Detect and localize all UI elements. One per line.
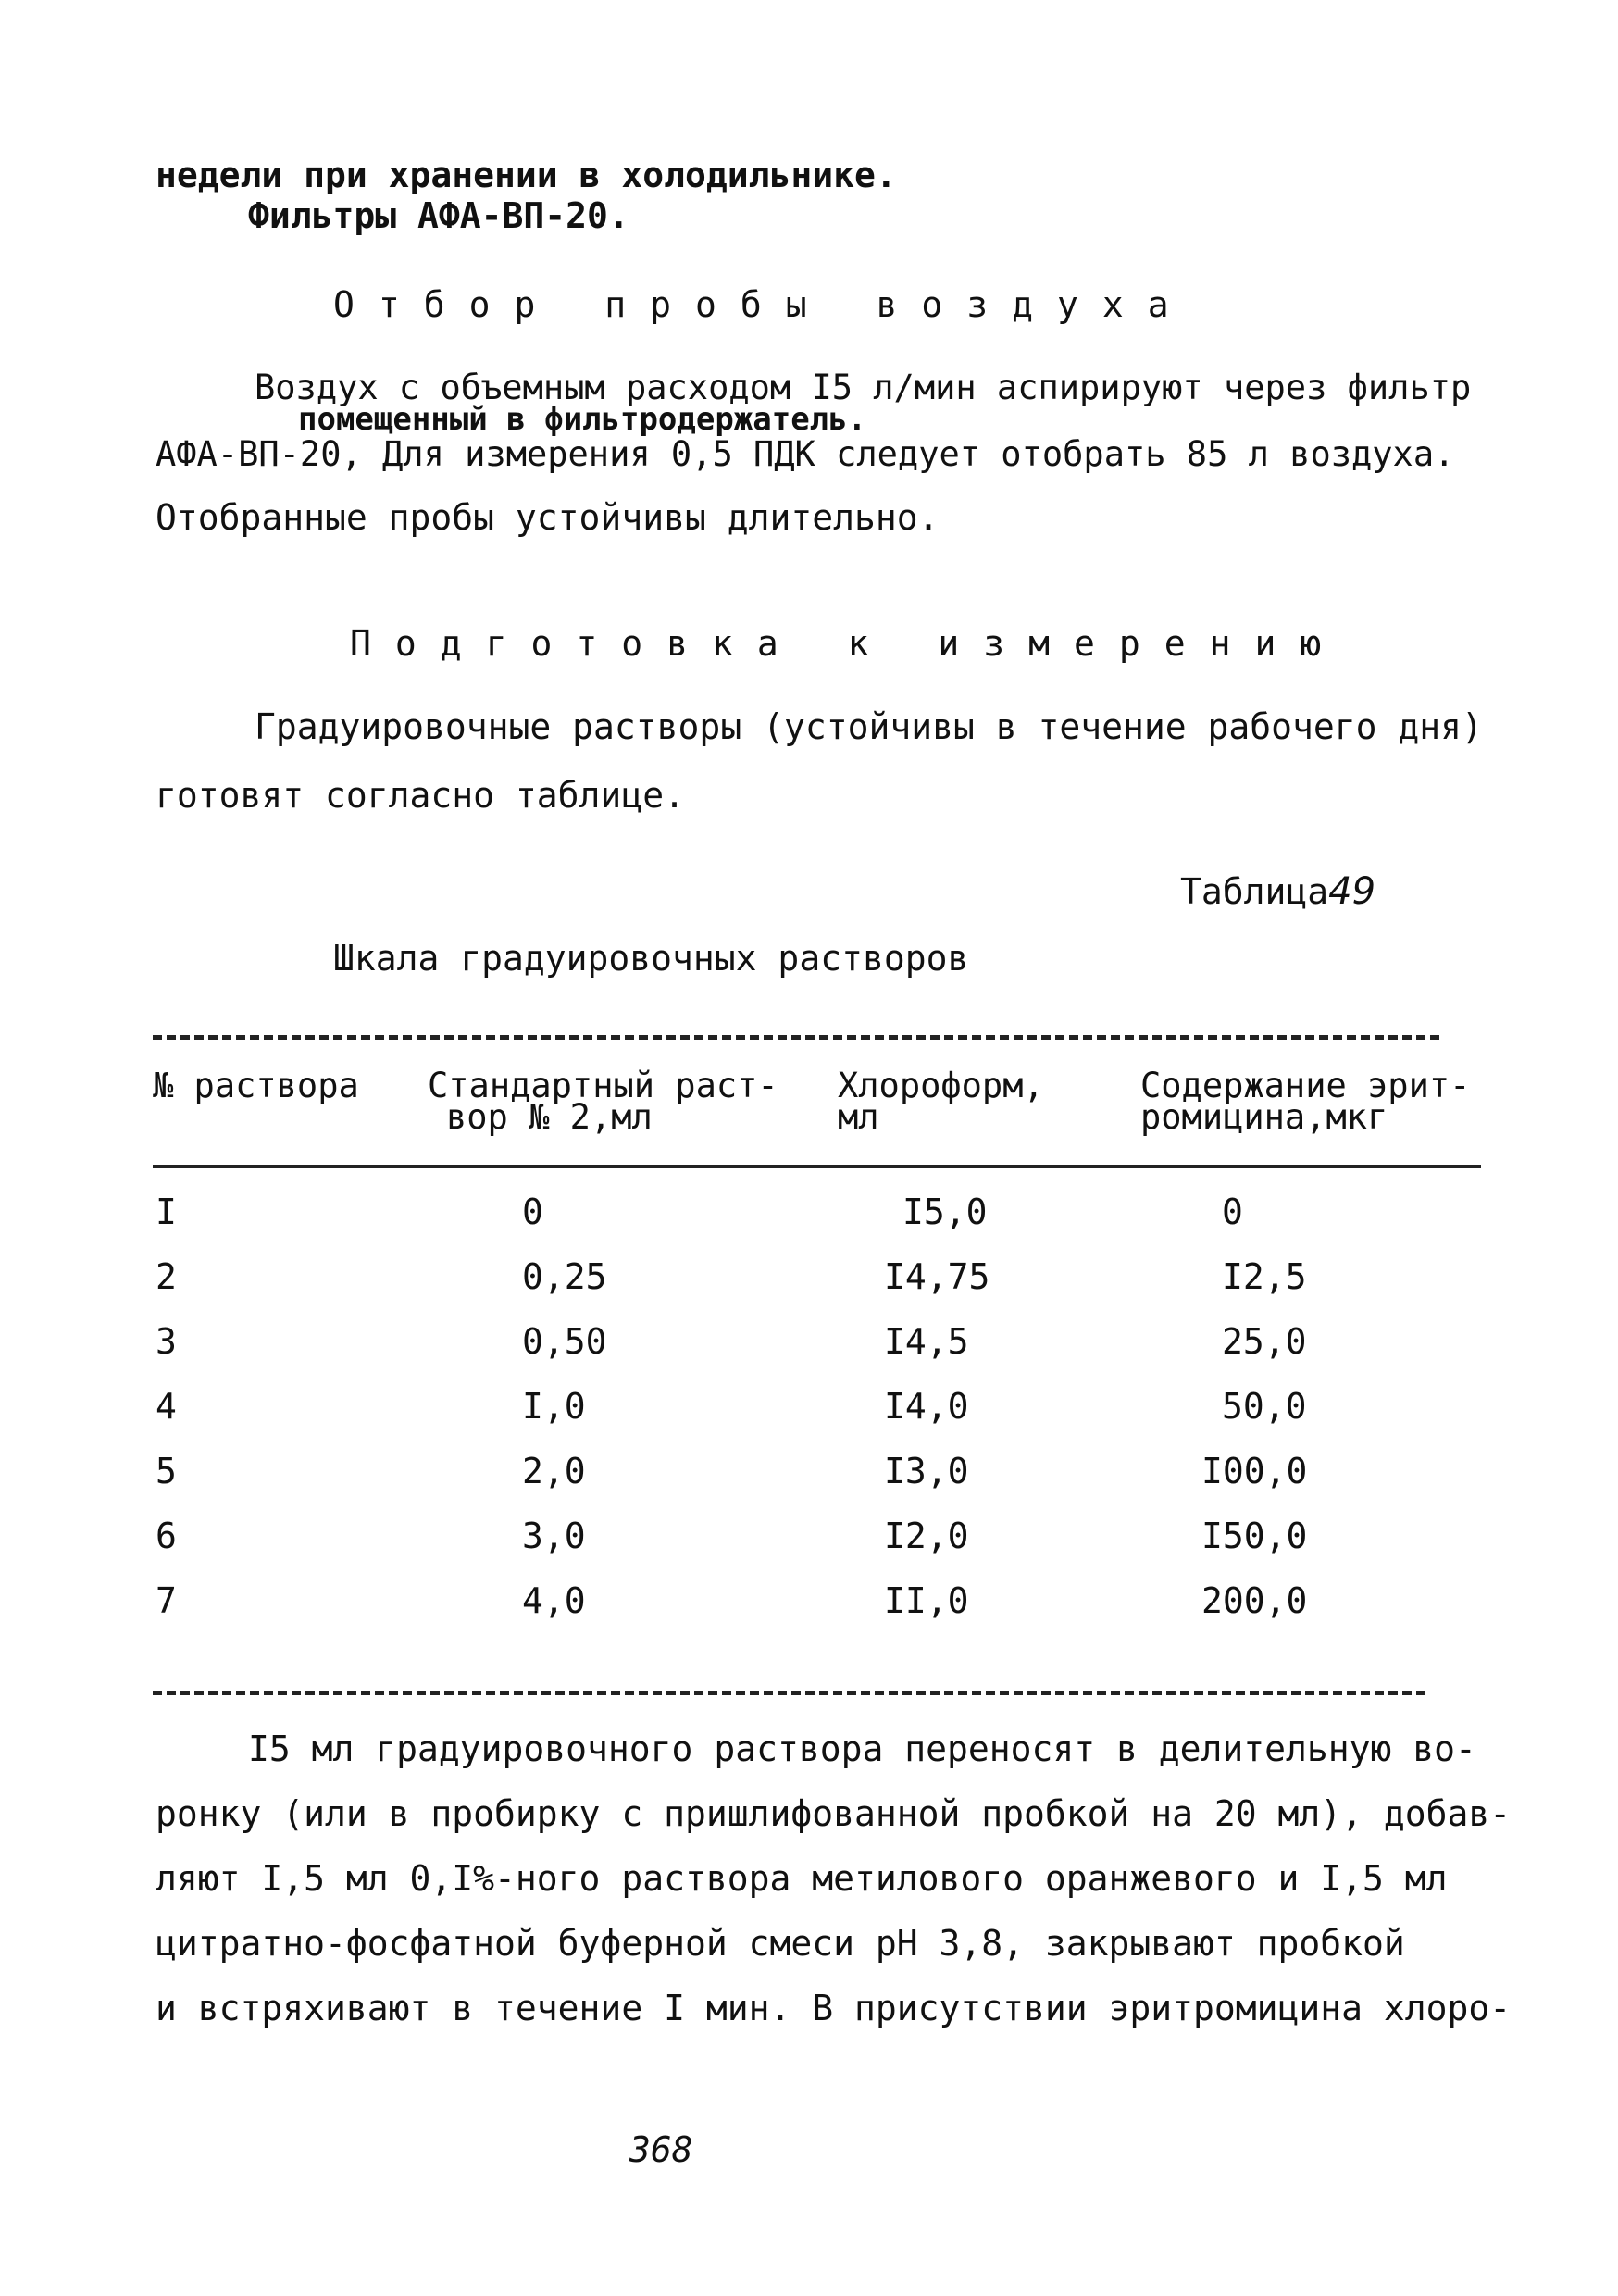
table-label: Таблица xyxy=(1180,871,1329,912)
table-bottom-rule xyxy=(153,1691,1425,1695)
cell-content: I2,5 xyxy=(1222,1256,1307,1297)
cell-number: 6 xyxy=(156,1516,177,1556)
header-col3-line2: мл xyxy=(838,1097,879,1137)
sampling-paragraph-line-2: АФА-ВП-20, Для измерения 0,5 ПДК следует отобрать 85 л воздуха. xyxy=(156,434,1455,474)
cell-chloroform: I2,0 xyxy=(884,1516,969,1556)
table-number: 49 xyxy=(1328,870,1376,913)
cell-chloroform: I4,75 xyxy=(884,1256,990,1297)
cell-chloroform: I4,0 xyxy=(884,1386,969,1427)
cell-content: 25,0 xyxy=(1222,1321,1307,1362)
table-header-rule xyxy=(153,1165,1481,1168)
table-header-content xyxy=(1140,1066,1471,1137)
table-caption xyxy=(1180,870,1375,913)
procedure-line-1: I5 мл градуировочного раствора переносят в делительную во- xyxy=(248,1728,1476,1769)
cell-content: 200,0 xyxy=(1201,1580,1308,1621)
cell-content: 0 xyxy=(1222,1192,1243,1232)
cell-content: 50,0 xyxy=(1222,1386,1307,1427)
header-col2-line1: Стандартный раст- xyxy=(428,1066,778,1105)
cell-standard: 4,0 xyxy=(522,1580,586,1621)
cell-content: I50,0 xyxy=(1201,1516,1308,1556)
sampling-paragraph-line-3: Отобранные пробы устойчивы длительно. xyxy=(156,497,940,538)
table-title: Шкала градуировочных растворов xyxy=(333,938,969,979)
procedure-line-3: ляют I,5 мл 0,I%-ного раствора метилового оранжевого и I,5 мл xyxy=(156,1858,1448,1899)
cell-standard: 0,50 xyxy=(522,1321,607,1362)
cell-standard: 3,0 xyxy=(522,1516,586,1556)
cell-standard: 0,25 xyxy=(522,1256,607,1297)
cell-chloroform: II,0 xyxy=(884,1580,969,1621)
sampling-paragraph-line-1: Воздух с объемным расходом I5 л/мин аспирируют через фильтр xyxy=(255,368,1472,407)
header-col3-line1: Хлороформ, xyxy=(838,1066,1044,1105)
cell-standard: 0 xyxy=(522,1192,543,1232)
table-top-rule xyxy=(153,1035,1439,1040)
header-col4-line1: Содержание эрит- xyxy=(1140,1066,1471,1105)
cell-standard: I,0 xyxy=(522,1386,586,1427)
table-header-number xyxy=(153,1066,359,1105)
procedure-line-5: и встряхивают в течение I мин. В присутствии эритромицина хлоро- xyxy=(156,1988,1512,2028)
cell-content: I00,0 xyxy=(1201,1451,1308,1491)
prep-paragraph-line-2: готовят согласно таблице. xyxy=(156,775,685,816)
table-header-standard xyxy=(428,1066,778,1137)
cell-chloroform: I3,0 xyxy=(884,1451,969,1491)
intro-line-1: недели при хранении в холодильнике. xyxy=(156,155,897,195)
cell-number: 7 xyxy=(156,1580,177,1621)
intro-line-2: Фильтры АФА-ВП-20. xyxy=(248,195,629,236)
cell-standard: 2,0 xyxy=(522,1451,586,1491)
cell-number: 2 xyxy=(156,1256,177,1297)
cell-number: 4 xyxy=(156,1386,177,1427)
section-heading-preparation: Подготовка к измерению xyxy=(350,623,1346,664)
page-number: 368 xyxy=(629,2129,693,2170)
sampling-overlay-text: помещенный в фильтродержатель. xyxy=(298,401,867,438)
header-col2-line2: вор № 2,мл xyxy=(446,1097,653,1137)
cell-chloroform: I5,0 xyxy=(902,1192,988,1232)
procedure-line-4: цитратно-фосфатной буферной смеси pH 3,8, закрывают пробкой xyxy=(156,1923,1405,1964)
header-col4-line2: ромицина,мкг xyxy=(1140,1097,1388,1137)
table-header-chloroform xyxy=(838,1066,1044,1137)
procedure-line-2: ронку (или в пробирку с пришлифованной пробкой на 20 мл), добав- xyxy=(156,1793,1512,1834)
cell-number: 3 xyxy=(156,1321,177,1362)
cell-number: I xyxy=(156,1192,177,1232)
header-col1-line1: № раствора xyxy=(153,1066,359,1105)
cell-number: 5 xyxy=(156,1451,177,1491)
cell-chloroform: I4,5 xyxy=(884,1321,969,1362)
section-heading-sampling: Отбор пробы воздуха xyxy=(333,284,1193,325)
prep-paragraph-line-1: Градуировочные растворы (устойчивы в течение рабочего дня) xyxy=(255,706,1483,747)
